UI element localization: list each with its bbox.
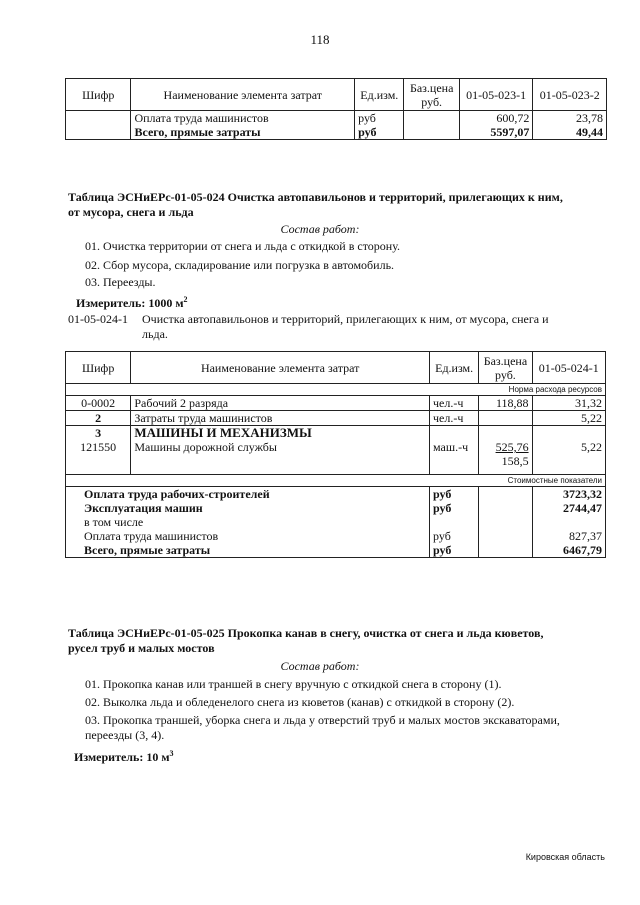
work-item: 01. Очистка территории от снега и льда с откидкой в сторону. <box>85 239 401 253</box>
row-unit: руб <box>355 125 404 140</box>
footer-region: Кировская область <box>525 852 605 862</box>
row-name: Рабочий 2 разряда <box>131 396 430 411</box>
title-line: Таблица ЭСНиЕРс-01-05-024 Очистка автопавильонов и территорий, прилегающих к ним, <box>68 190 563 204</box>
cost-row-value: 3723,32 <box>532 486 605 501</box>
row-name: Оплата труда машинистов <box>131 111 355 126</box>
cost-row-value: 827,37 <box>532 529 605 543</box>
work-item: 03. Переезды. <box>85 275 156 289</box>
work-item: 02. Выколка льда и обледенелого снега из кюветов (канав) с откидкой в сторону (2). <box>85 695 515 709</box>
cost-row-name: Оплата труда машинистов <box>66 529 430 543</box>
cost-row-unit: руб <box>430 529 479 543</box>
header-col1: 01-05-024-1 <box>532 352 605 384</box>
measure-text: Измеритель: 1000 м <box>76 296 184 310</box>
cost-row-name: в том числе <box>66 515 430 529</box>
row-name: Машины дорожной службы <box>131 440 430 474</box>
header-name: Наименование элемента затрат <box>131 352 430 384</box>
work-item: переезды (3, 4). <box>85 728 165 742</box>
row-unit: чел.-ч <box>430 396 479 411</box>
row-value: 5,22 <box>532 440 605 474</box>
row-code: 121550 <box>66 440 131 474</box>
row-price <box>479 411 532 426</box>
header-col2: 01-05-023-2 <box>533 79 607 111</box>
row-code: 3 <box>66 426 131 441</box>
work-item: 01. Прокопка канав или траншей в снегу вручную с откидкой снега в сторону (1). <box>85 677 502 691</box>
row-unit: чел.-ч <box>430 411 479 426</box>
measure-sup: 3 <box>169 749 174 758</box>
header-unit: Ед.изм. <box>430 352 479 384</box>
desc-line: Очистка автопавильонов и территорий, прилегающих к ним, от мусора, снега и <box>142 312 549 326</box>
row-name: МАШИНЫ И МЕХАНИЗМЫ <box>131 426 430 441</box>
title-line: Таблица ЭСНиЕРс-01-05-025 Прокопка канав в снегу, очистка от снега и льда кюветов, <box>68 626 544 640</box>
price-main: 525,76 <box>495 440 529 454</box>
row-code: 0-0002 <box>66 396 131 411</box>
row-code: 2 <box>66 411 131 426</box>
code-description <box>142 312 602 342</box>
cost-row-name: Оплата труда рабочих-строителей <box>66 486 430 501</box>
section-3-title <box>68 626 628 656</box>
page-number: 118 <box>310 32 330 47</box>
header-price: Баз.цена руб. <box>479 352 532 384</box>
cost-row-value: 6467,79 <box>532 543 605 558</box>
row-name: Затраты труда машинистов <box>131 411 430 426</box>
works-heading: Состав работ: <box>280 222 360 236</box>
table-2 <box>65 351 606 558</box>
row-value: 5,22 <box>532 411 605 426</box>
measure <box>76 292 188 311</box>
row-value: 600,72 <box>459 111 533 126</box>
header-code: Шифр <box>66 352 131 384</box>
cost-row-unit: руб <box>430 543 479 558</box>
table-1 <box>65 78 607 140</box>
measure-sup: 2 <box>183 295 188 304</box>
title-line: от мусора, снега и льда <box>68 205 194 219</box>
cost-row-unit: руб <box>430 486 479 501</box>
measure <box>74 746 174 765</box>
row-unit: руб <box>355 111 404 126</box>
row-value: 5597,07 <box>459 125 533 140</box>
row-price <box>479 440 532 474</box>
row-price: 118,88 <box>479 396 532 411</box>
row-value: 23,78 <box>533 111 607 126</box>
header-col1: 01-05-023-1 <box>459 79 533 111</box>
header-price: Баз.цена руб. <box>404 79 459 111</box>
work-item: 03. Прокопка траншей, уборка снега и льда у отверстий труб и малых мостов экскаваторами, <box>85 713 560 727</box>
work-item: 02. Сбор мусора, складирование или погрузка в автомобиль. <box>85 258 395 272</box>
header-name: Наименование элемента затрат <box>131 79 355 111</box>
title-line: русел труб и малых мостов <box>68 641 215 655</box>
row-unit: маш.-ч <box>430 440 479 474</box>
section-2-title <box>68 190 628 220</box>
works-heading: Состав работ: <box>280 659 360 673</box>
measure-text: Измеритель: 10 м <box>74 750 170 764</box>
cost-row-name: Эксплуатация машин <box>66 501 430 515</box>
norm-label: Норма расхода ресурсов <box>66 384 606 396</box>
header-code: Шифр <box>66 79 131 111</box>
code-label: 01-05-024-1 <box>68 312 128 326</box>
row-value: 31,32 <box>532 396 605 411</box>
row-name: Всего, прямые затраты <box>131 125 355 140</box>
cost-row-unit: руб <box>430 501 479 515</box>
desc-line: льда. <box>142 327 168 341</box>
header-unit: Ед.изм. <box>355 79 404 111</box>
cost-label: Стоимостные показатели <box>66 474 606 486</box>
row-value: 49,44 <box>533 125 607 140</box>
price-secondary: 158,5 <box>501 454 529 468</box>
cost-row-value: 2744,47 <box>532 501 605 515</box>
cost-row-name: Всего, прямые затраты <box>66 543 430 558</box>
